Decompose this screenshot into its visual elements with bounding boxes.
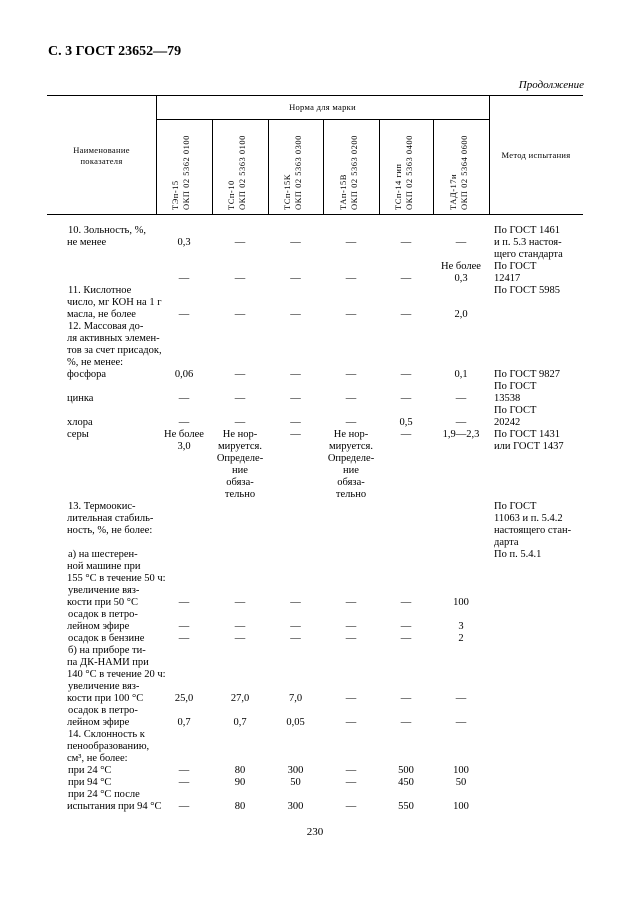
value-cell: 80: [234, 801, 246, 812]
value-cell: 90: [234, 777, 246, 788]
value-cell: 0,7: [177, 717, 191, 728]
value-cell: —: [455, 417, 467, 428]
row-label: ной машине при: [67, 561, 141, 572]
value-cell: 0,1: [454, 369, 468, 380]
value-cell: мируется.: [329, 441, 373, 452]
grade-header: ТЭп-15 ОКП 02 5362 0100: [170, 135, 191, 210]
row-label: число, мг КОН на 1 г: [67, 297, 162, 308]
value-cell: Определе-: [216, 453, 264, 464]
row-label: см³, не более:: [67, 753, 128, 764]
grade-header: ТАп-15В ОКП 02 5363 0200: [338, 135, 359, 210]
grade-header: ТАД-17и ОКП 02 5364 0600: [448, 135, 469, 210]
value-cell: —: [290, 429, 301, 440]
col-divider: [268, 119, 269, 214]
value-cell: —: [345, 369, 357, 380]
value-cell: —: [455, 393, 467, 404]
row-label: ля активных элемен-: [67, 333, 160, 344]
row-label: кости при 100 °С: [67, 693, 144, 704]
value-cell: —: [290, 621, 301, 632]
value-cell: —: [400, 393, 412, 404]
value-cell: 2,0: [454, 309, 468, 320]
value-cell: Определе-: [327, 453, 375, 464]
method-cell: По ГОСТ 1461: [494, 225, 561, 236]
value-cell: 550: [398, 801, 414, 812]
value-cell: 0,06: [174, 369, 194, 380]
col-divider: [323, 119, 324, 214]
value-cell: Не нор-: [333, 429, 369, 440]
value-cell: —: [345, 777, 357, 788]
value-cell: Не нор-: [222, 429, 258, 440]
value-cell: —: [178, 765, 190, 776]
method-header: Метод испытания: [501, 150, 571, 160]
row-label: испытания при 94 °С: [67, 801, 162, 812]
method-cell: 20242: [494, 417, 521, 428]
value-cell: 300: [287, 801, 304, 812]
value-cell: 27,0: [230, 693, 250, 704]
method-cell: По ГОСТ: [494, 501, 537, 512]
row-label: серы: [67, 429, 89, 440]
method-cell: По ГОСТ 1431: [494, 429, 561, 440]
method-cell: По ГОСТ: [494, 381, 537, 392]
row-label: 10. Зольность, %,: [68, 225, 146, 236]
value-cell: —: [234, 369, 246, 380]
value-cell: 3,0: [177, 441, 191, 452]
row-label: па ДК-НАМИ при: [67, 657, 149, 668]
value-cell: 1,9—2,3: [442, 429, 480, 440]
value-cell: —: [345, 273, 357, 284]
value-cell: —: [400, 369, 412, 380]
row-label: 11. Кислотное: [68, 285, 132, 296]
row-label: 140 °С в течение 20 ч:: [67, 669, 166, 680]
row-label: 155 °С в течение 50 ч:: [67, 573, 166, 584]
value-cell: —: [178, 273, 190, 284]
grade-header: ТСп-14 гип ОКП 02 5363 0400: [393, 135, 414, 210]
value-cell: 2: [458, 633, 464, 644]
method-cell: По ГОСТ: [494, 405, 537, 416]
row-label: %, не менее:: [67, 357, 124, 368]
row-label: хлора: [67, 417, 93, 428]
row-label: масла, не более: [67, 309, 136, 320]
value-cell: —: [400, 621, 412, 632]
norm-header: Норма для марки: [289, 102, 356, 112]
value-cell: Не более: [441, 261, 481, 272]
page-number: 230: [306, 826, 324, 838]
value-cell: —: [290, 237, 301, 248]
value-cell: —: [455, 717, 467, 728]
value-cell: 0,3: [454, 273, 468, 284]
value-cell: 100: [453, 801, 469, 812]
method-cell: По ГОСТ 5985: [494, 285, 561, 296]
row-label: увеличение вяз-: [68, 681, 140, 692]
value-cell: —: [290, 633, 301, 644]
value-cell: ние: [232, 465, 248, 476]
row-label: осадок в бензине: [68, 633, 145, 644]
row-label: кости при 50 °С: [67, 597, 139, 608]
value-cell: —: [178, 393, 190, 404]
method-cell: По п. 5.4.1: [494, 549, 542, 560]
value-cell: —: [178, 309, 190, 320]
value-cell: —: [290, 309, 301, 320]
value-cell: —: [178, 633, 190, 644]
method-cell: 12417: [494, 273, 521, 284]
value-cell: тельно: [335, 489, 367, 500]
value-cell: —: [400, 633, 412, 644]
row-label: а) на шестерен-: [68, 549, 138, 560]
method-cell: 11063 и п. 5.4.2: [494, 513, 563, 524]
page-header: С. 3 ГОСТ 23652—79: [48, 44, 182, 59]
value-cell: —: [345, 717, 357, 728]
header-bottom-rule: [47, 214, 583, 215]
value-cell: —: [234, 417, 246, 428]
row-label: лейном эфире: [67, 717, 130, 728]
row-label: не менее: [67, 237, 107, 248]
value-cell: 0,5: [399, 417, 413, 428]
row-label: 12. Массовая до-: [68, 321, 144, 332]
value-cell: —: [290, 369, 301, 380]
value-cell: —: [234, 309, 246, 320]
value-cell: обяза-: [337, 477, 365, 488]
value-cell: 300: [287, 765, 304, 776]
row-label: тов за счет присадок,: [67, 345, 162, 356]
row-label: при 24 °С: [68, 765, 112, 776]
value-cell: —: [455, 693, 467, 704]
col-divider: [433, 119, 434, 214]
col-divider: [212, 119, 213, 214]
value-cell: мируется.: [218, 441, 262, 452]
continuation-label: Продолжение: [518, 79, 584, 91]
row-label: пенообразованию,: [67, 741, 150, 752]
row-label: ность, %, не более:: [67, 525, 153, 536]
value-cell: 100: [453, 597, 469, 608]
value-cell: тельно: [224, 489, 256, 500]
value-cell: —: [345, 597, 357, 608]
value-cell: —: [234, 633, 246, 644]
row-label: при 94 °С: [68, 777, 112, 788]
value-cell: 7,0: [288, 693, 303, 704]
value-cell: —: [234, 237, 246, 248]
value-cell: 0,05: [286, 717, 305, 728]
value-cell: —: [400, 273, 412, 284]
value-cell: —: [400, 597, 412, 608]
name-col-header: Наименование показателя: [73, 145, 130, 166]
value-cell: 25,0: [174, 693, 194, 704]
value-cell: —: [345, 765, 357, 776]
value-cell: —: [345, 621, 357, 632]
value-cell: —: [234, 393, 246, 404]
value-cell: обяза-: [226, 477, 254, 488]
value-cell: 80: [234, 765, 246, 776]
value-cell: —: [234, 597, 246, 608]
value-cell: —: [455, 237, 467, 248]
value-cell: —: [290, 597, 301, 608]
row-label: фосфора: [67, 369, 107, 380]
value-cell: —: [178, 417, 190, 428]
value-cell: 0,7: [233, 717, 247, 728]
value-cell: —: [400, 309, 412, 320]
value-cell: 50: [290, 777, 301, 788]
value-cell: —: [345, 417, 357, 428]
value-cell: —: [345, 237, 357, 248]
row-label: цинка: [67, 393, 94, 404]
value-cell: —: [400, 693, 412, 704]
grade-header: ТСп-10 ОКП 02 5363 0100: [226, 135, 247, 210]
value-cell: —: [290, 393, 301, 404]
col-divider: [379, 119, 380, 214]
value-cell: 100: [453, 765, 469, 776]
value-cell: Не более: [164, 429, 204, 440]
row-label: лительная стабиль-: [67, 513, 154, 524]
value-cell: ние: [343, 465, 359, 476]
method-cell: дарта: [494, 537, 519, 548]
row-label: лейном эфире: [67, 621, 130, 632]
row-label: б) на приборе ти-: [68, 645, 146, 656]
row-label: увеличение вяз-: [68, 585, 140, 596]
method-cell: щего стандарта: [494, 249, 563, 260]
value-cell: —: [400, 237, 412, 248]
value-cell: —: [290, 273, 301, 284]
grade-header: ТСп-15К ОКП 02 5363 0300: [282, 135, 303, 210]
value-cell: 450: [398, 777, 414, 788]
value-cell: —: [178, 621, 190, 632]
value-cell: —: [345, 801, 357, 812]
table-top-rule: [47, 95, 583, 96]
value-cell: —: [345, 693, 357, 704]
value-cell: —: [345, 393, 357, 404]
row-label: осадок в петро-: [68, 609, 138, 620]
value-cell: 500: [398, 765, 414, 776]
value-cell: 50: [455, 777, 467, 788]
value-cell: —: [400, 429, 412, 440]
value-cell: —: [400, 717, 412, 728]
value-cell: —: [234, 273, 246, 284]
method-cell: и п. 5.3 настоя-: [494, 237, 562, 248]
value-cell: —: [290, 417, 301, 428]
value-cell: —: [234, 621, 246, 632]
value-cell: —: [178, 801, 190, 812]
method-cell: настоящего стан-: [494, 525, 572, 536]
row-label: 13. Термоокис-: [68, 501, 136, 512]
method-cell: 13538: [494, 393, 521, 404]
row-label: 14. Склонность к: [68, 729, 145, 740]
method-cell: По ГОСТ: [494, 261, 537, 272]
value-cell: —: [345, 309, 357, 320]
value-cell: 0,3: [177, 237, 191, 248]
value-cell: —: [178, 777, 190, 788]
method-cell: По ГОСТ 9827: [494, 369, 561, 380]
value-cell: —: [178, 597, 190, 608]
row-label: при 24 °С после: [68, 789, 140, 800]
value-cell: —: [345, 633, 357, 644]
row-label: осадок в петро-: [68, 705, 138, 716]
value-cell: 3: [458, 621, 464, 632]
method-cell: или ГОСТ 1437: [494, 441, 564, 452]
